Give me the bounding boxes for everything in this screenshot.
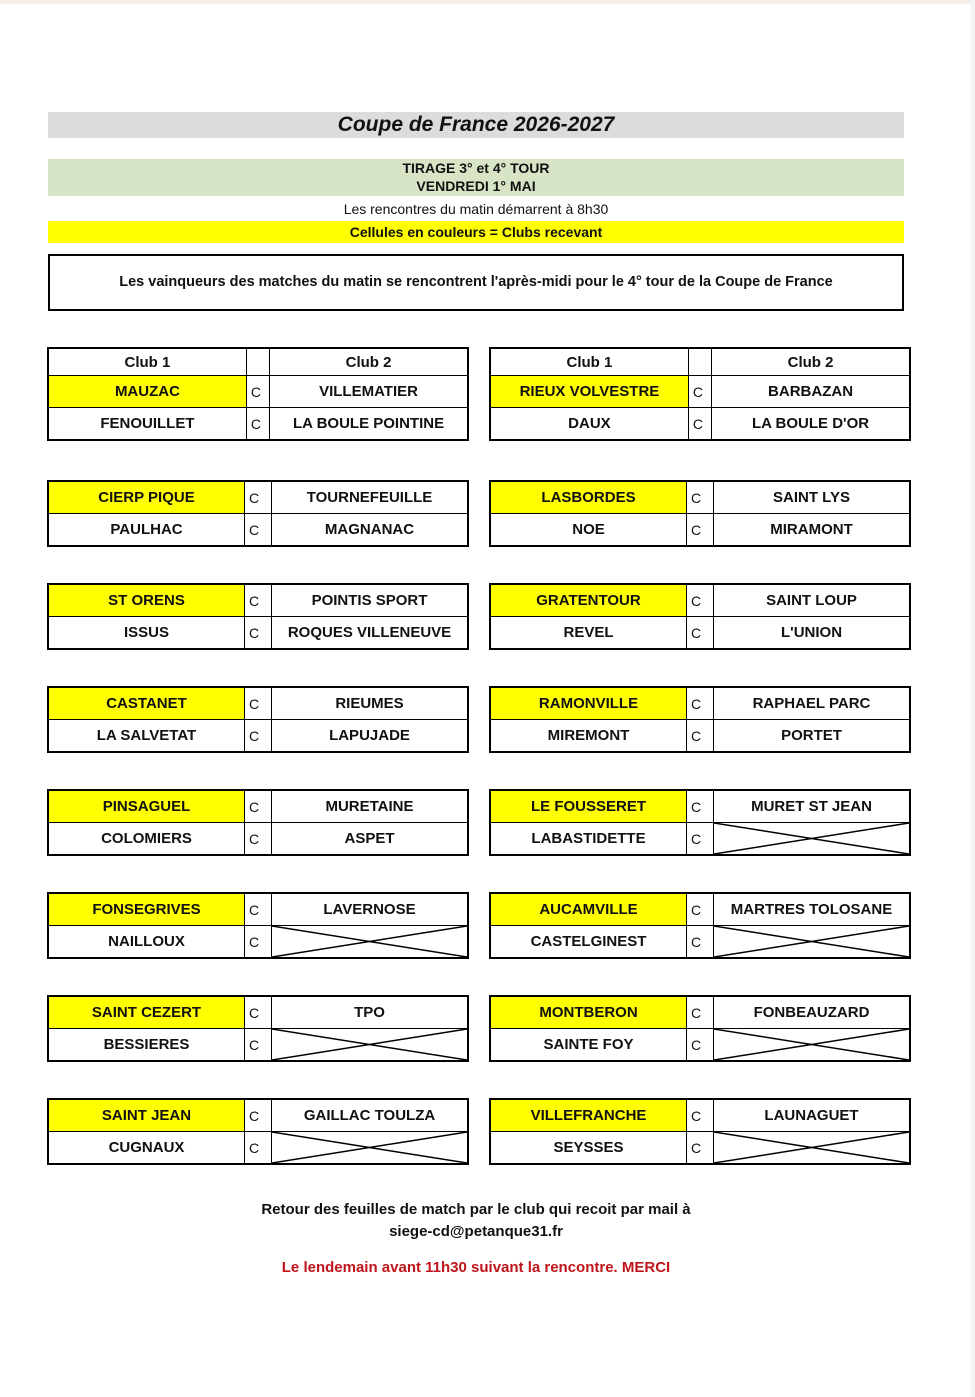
- club-1-cell: CIERP PIQUE: [48, 481, 245, 514]
- match-table-6-right: [489, 892, 911, 959]
- match-row: [48, 1029, 468, 1062]
- match-row: [490, 893, 910, 926]
- club-1-cell: BESSIERES: [48, 1029, 245, 1062]
- match-row: [48, 996, 468, 1029]
- c-mark: C: [245, 1029, 272, 1062]
- c-mark: C: [245, 823, 272, 856]
- club-1-cell: SAINTE FOY: [490, 1029, 687, 1062]
- club-2-empty-cell: [714, 1029, 911, 1062]
- legend-banner: Cellules en couleurs = Clubs recevant: [48, 221, 904, 243]
- match-table-7-right: [489, 995, 911, 1062]
- tirage-line-2: VENDREDI 1° MAI: [416, 178, 536, 194]
- cross-out-mark: [272, 926, 467, 957]
- top-edge: [0, 0, 975, 4]
- match-table-8-right: [489, 1098, 911, 1165]
- right-edge: [971, 0, 975, 1397]
- match-row: [490, 1132, 910, 1165]
- notice-box: Les vainqueurs des matches du matin se rencontrent l'après-midi pour le 4° tour de la Coupe de France: [48, 254, 904, 311]
- match-row: [48, 617, 468, 650]
- c-mark: C: [687, 1099, 714, 1132]
- match-row: [48, 376, 468, 408]
- match-table-4-right: [489, 686, 911, 753]
- club-2-cell: TOURNEFEUILLE: [272, 481, 469, 514]
- footer-return-info: [0, 1199, 952, 1243]
- c-mark: C: [688, 408, 711, 441]
- c-mark: C: [245, 1099, 272, 1132]
- club-1-cell: LASBORDES: [490, 481, 687, 514]
- c-mark: C: [687, 926, 714, 959]
- match-row: [490, 617, 910, 650]
- club-1-cell: NAILLOUX: [48, 926, 245, 959]
- match-row: [490, 790, 910, 823]
- club-2-cell: ROQUES VILLENEUVE: [272, 617, 469, 650]
- club-2-cell: MIRAMONT: [714, 514, 911, 547]
- match-row: [48, 1099, 468, 1132]
- match-table-1-left: [47, 347, 469, 441]
- club-2-cell: ASPET: [272, 823, 469, 856]
- c-mark: C: [246, 376, 269, 408]
- match-row: [490, 514, 910, 547]
- cross-out-mark: [272, 1029, 467, 1060]
- cross-out-mark: [272, 1132, 467, 1163]
- match-row: [48, 790, 468, 823]
- club-2-empty-cell: [272, 1132, 469, 1165]
- c-mark: C: [687, 687, 714, 720]
- c-mark: C: [245, 687, 272, 720]
- match-row: [48, 720, 468, 753]
- cross-out-mark: [714, 1029, 909, 1060]
- match-row: [490, 376, 910, 408]
- c-mark: C: [245, 617, 272, 650]
- club-1-cell: MIREMONT: [490, 720, 687, 753]
- match-row: [48, 687, 468, 720]
- page-title: Coupe de France 2026-2027: [48, 112, 904, 138]
- footer-line-1: Retour des feuilles de match par le club qui recoit par mail à: [261, 1201, 691, 1218]
- club-2-cell: VILLEMATIER: [270, 376, 468, 408]
- match-row: [48, 893, 468, 926]
- club-2-cell: LA BOULE D'OR: [712, 408, 910, 441]
- match-row: [490, 1099, 910, 1132]
- club-2-empty-cell: [714, 823, 911, 856]
- c-mark: C: [687, 617, 714, 650]
- tirage-line-1: TIRAGE 3° et 4° TOUR: [402, 160, 550, 176]
- club-2-empty-cell: [714, 1132, 911, 1165]
- header-club-1: Club 1: [490, 348, 688, 376]
- tirage-banner: [48, 159, 904, 196]
- c-mark: C: [687, 481, 714, 514]
- match-row: [48, 481, 468, 514]
- club-1-cell: MAUZAC: [48, 376, 246, 408]
- c-mark: C: [245, 720, 272, 753]
- c-mark: C: [245, 926, 272, 959]
- club-1-cell: LABASTIDETTE: [490, 823, 687, 856]
- club-1-cell: RIEUX VOLVESTRE: [490, 376, 688, 408]
- c-mark: C: [245, 1132, 272, 1165]
- club-1-cell: SAINT JEAN: [48, 1099, 245, 1132]
- c-mark: C: [687, 1029, 714, 1062]
- club-2-cell: TPO: [272, 996, 469, 1029]
- club-2-cell: MARTRES TOLOSANE: [714, 893, 911, 926]
- club-2-cell: POINTIS SPORT: [272, 584, 469, 617]
- club-1-cell: AUCAMVILLE: [490, 893, 687, 926]
- match-row: [48, 514, 468, 547]
- club-1-cell: MONTBERON: [490, 996, 687, 1029]
- match-row: [490, 408, 910, 441]
- club-2-cell: RAPHAEL PARC: [714, 687, 911, 720]
- club-2-cell: RIEUMES: [272, 687, 469, 720]
- match-table-6-left: [47, 892, 469, 959]
- club-2-cell: SAINT LYS: [714, 481, 911, 514]
- club-2-cell: MURET ST JEAN: [714, 790, 911, 823]
- club-1-cell: LE FOUSSERET: [490, 790, 687, 823]
- club-1-cell: NOE: [490, 514, 687, 547]
- match-row: [490, 481, 910, 514]
- c-mark: C: [245, 514, 272, 547]
- c-mark: C: [245, 481, 272, 514]
- club-1-cell: FENOUILLET: [48, 408, 246, 441]
- match-row: [490, 926, 910, 959]
- club-2-cell: L'UNION: [714, 617, 911, 650]
- c-mark: C: [245, 996, 272, 1029]
- c-mark: C: [687, 514, 714, 547]
- match-row: [48, 1132, 468, 1165]
- match-row: [48, 584, 468, 617]
- c-mark: C: [245, 584, 272, 617]
- club-2-cell: SAINT LOUP: [714, 584, 911, 617]
- club-1-cell: RAMONVILLE: [490, 687, 687, 720]
- club-1-cell: CASTANET: [48, 687, 245, 720]
- club-1-cell: FONSEGRIVES: [48, 893, 245, 926]
- c-mark: C: [687, 893, 714, 926]
- match-table-5-right: [489, 789, 911, 856]
- club-1-cell: CUGNAUX: [48, 1132, 245, 1165]
- header-club-2: Club 2: [270, 348, 468, 376]
- club-1-cell: SAINT CEZERT: [48, 996, 245, 1029]
- match-row: [490, 720, 910, 753]
- cross-out-mark: [714, 926, 909, 957]
- club-2-cell: PORTET: [714, 720, 911, 753]
- club-2-cell: MURETAINE: [272, 790, 469, 823]
- club-2-cell: MAGNANAC: [272, 514, 469, 547]
- match-table-8-left: [47, 1098, 469, 1165]
- footer-email: siege-cd@petanque31.fr: [389, 1223, 563, 1240]
- match-table-3-left: [47, 583, 469, 650]
- match-row: [48, 408, 468, 441]
- header-club-2: Club 2: [712, 348, 910, 376]
- club-2-cell: LAPUJADE: [272, 720, 469, 753]
- c-mark: C: [245, 790, 272, 823]
- match-row: [490, 687, 910, 720]
- c-mark: C: [687, 790, 714, 823]
- c-mark: C: [687, 996, 714, 1029]
- club-2-cell: LAUNAGUET: [714, 1099, 911, 1132]
- club-1-cell: DAUX: [490, 408, 688, 441]
- club-1-cell: ISSUS: [48, 617, 245, 650]
- c-mark: C: [687, 823, 714, 856]
- club-1-cell: SEYSSES: [490, 1132, 687, 1165]
- header-c: [246, 348, 269, 376]
- club-1-cell: CASTELGINEST: [490, 926, 687, 959]
- club-1-cell: LA SALVETAT: [48, 720, 245, 753]
- c-mark: C: [687, 584, 714, 617]
- club-2-cell: LA BOULE POINTINE: [270, 408, 468, 441]
- match-table-7-left: [47, 995, 469, 1062]
- c-mark: C: [688, 376, 711, 408]
- header-c: [688, 348, 711, 376]
- club-1-cell: VILLEFRANCHE: [490, 1099, 687, 1132]
- club-1-cell: REVEL: [490, 617, 687, 650]
- match-row: [48, 823, 468, 856]
- club-1-cell: PINSAGUEL: [48, 790, 245, 823]
- club-1-cell: PAULHAC: [48, 514, 245, 547]
- c-mark: C: [245, 893, 272, 926]
- c-mark: C: [687, 720, 714, 753]
- header-club-1: Club 1: [48, 348, 246, 376]
- club-2-empty-cell: [272, 1029, 469, 1062]
- match-table-4-left: [47, 686, 469, 753]
- cross-out-mark: [714, 1132, 909, 1163]
- start-info: Les rencontres du matin démarrent à 8h30: [343, 201, 609, 217]
- club-1-cell: ST ORENS: [48, 584, 245, 617]
- match-row: [490, 584, 910, 617]
- match-table-2-right: [489, 480, 911, 547]
- match-row: [490, 996, 910, 1029]
- cross-out-mark: [714, 823, 909, 854]
- match-table-1-right: [489, 347, 911, 441]
- club-2-cell: BARBAZAN: [712, 376, 910, 408]
- club-1-cell: GRATENTOUR: [490, 584, 687, 617]
- match-row: [490, 823, 910, 856]
- match-row: [48, 926, 468, 959]
- match-table-5-left: [47, 789, 469, 856]
- c-mark: C: [687, 1132, 714, 1165]
- club-2-empty-cell: [714, 926, 911, 959]
- match-table-2-left: [47, 480, 469, 547]
- club-2-empty-cell: [272, 926, 469, 959]
- match-table-3-right: [489, 583, 911, 650]
- club-2-cell: FONBEAUZARD: [714, 996, 911, 1029]
- club-2-cell: LAVERNOSE: [272, 893, 469, 926]
- c-mark: C: [246, 408, 269, 441]
- match-row: [490, 1029, 910, 1062]
- club-1-cell: COLOMIERS: [48, 823, 245, 856]
- footer-deadline: Le lendemain avant 11h30 suivant la rencontre. MERCI: [281, 1259, 671, 1276]
- club-2-cell: GAILLAC TOULZA: [272, 1099, 469, 1132]
